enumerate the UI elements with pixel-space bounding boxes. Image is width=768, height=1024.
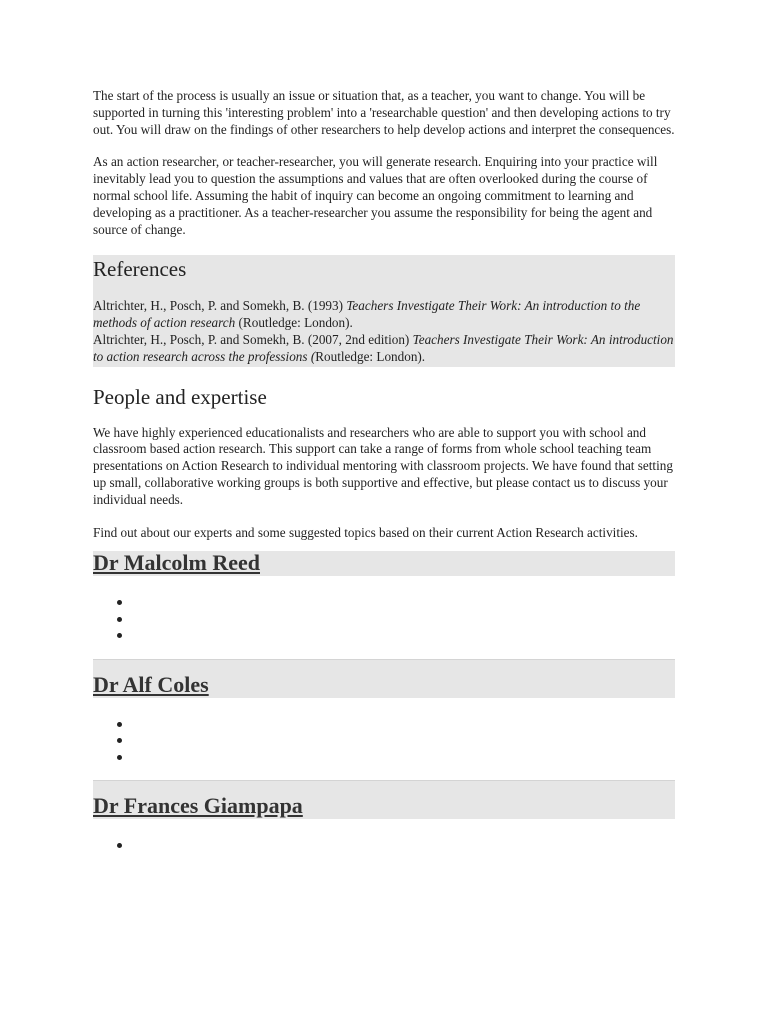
reference-2-publisher: Routledge: London).: [315, 348, 426, 364]
expert-header: [93, 659, 675, 698]
intro-paragraph-2: As an action researcher, or teacher-researcher, you will generate research. Enquiring into your practice will inevitably lead you to question the assumptions and values that are often overlooked during the course of normal school life. Assuming the habit of inquiry can become an ongoing commitment to learning and developing as a practitioner. As a teacher-researcher you assume the responsibility for being the agent and source of change.: [93, 154, 658, 237]
reference-1-title: Teachers Investigate Their Work: An introduction to the methods of action research: [93, 298, 641, 331]
expert-name-link[interactable]: Dr Alf Coles: [93, 671, 209, 697]
expert-header: [93, 551, 675, 576]
document-page: [93, 88, 675, 853]
expert-topic-list: [93, 836, 675, 853]
expert-topic-list: [93, 593, 675, 643]
references-section: [93, 255, 675, 366]
list-item: [93, 610, 675, 627]
expert-name-link[interactable]: Dr Malcolm Reed: [93, 550, 260, 576]
reference-2-title: Teachers Investigate Their Work: An introduction to action research across the professions (: [93, 331, 674, 364]
expert-malcolm-reed: [93, 551, 675, 643]
reference-1-publisher: (Routledge: London).: [235, 315, 353, 331]
people-heading: People and expertise: [93, 384, 267, 409]
reference-1-authors: Altrichter, H., Posch, P. and Somekh, B. (1993): [93, 298, 347, 314]
reference-2-authors: Altrichter, H., Posch, P. and Somekh, B. (2007, 2nd edition): [93, 331, 413, 347]
expert-name-link[interactable]: Dr Frances Giampapa: [93, 793, 303, 819]
expert-header: [93, 780, 675, 819]
reference-1: [93, 298, 675, 332]
expert-frances-giampapa: [93, 780, 675, 853]
people-paragraph-1: We have highly experienced educationalists and researchers who are able to support you with school and classroom based action research. This support can take a range of forms from whole school teaching team presentations on Action Research to individual mentoring with classroom projects. We have found that setting up small, collaborative working groups is both supportive and effective, but please contact us to discuss your individual needs.: [93, 424, 673, 507]
list-item: [93, 626, 675, 643]
list-item: [93, 836, 675, 853]
people-paragraph-2: Find out about our experts and some suggested topics based on their current Action Research activities.: [93, 524, 638, 540]
list-item: [93, 593, 675, 610]
reference-2: [93, 332, 675, 366]
expert-alf-coles: [93, 659, 675, 765]
expert-topic-list: [93, 715, 675, 765]
intro-paragraph-1: The start of the process is usually an issue or situation that, as a teacher, you want to change. You will be supported in turning this 'interesting problem' into a 'researchable question' and then developing actions to try out. You will draw on the findings of other researchers to help develop actions and interpret the consequences.: [93, 88, 675, 137]
list-item: [93, 731, 675, 748]
list-item: [93, 715, 675, 732]
references-heading: References: [93, 257, 187, 282]
list-item: [93, 748, 675, 765]
